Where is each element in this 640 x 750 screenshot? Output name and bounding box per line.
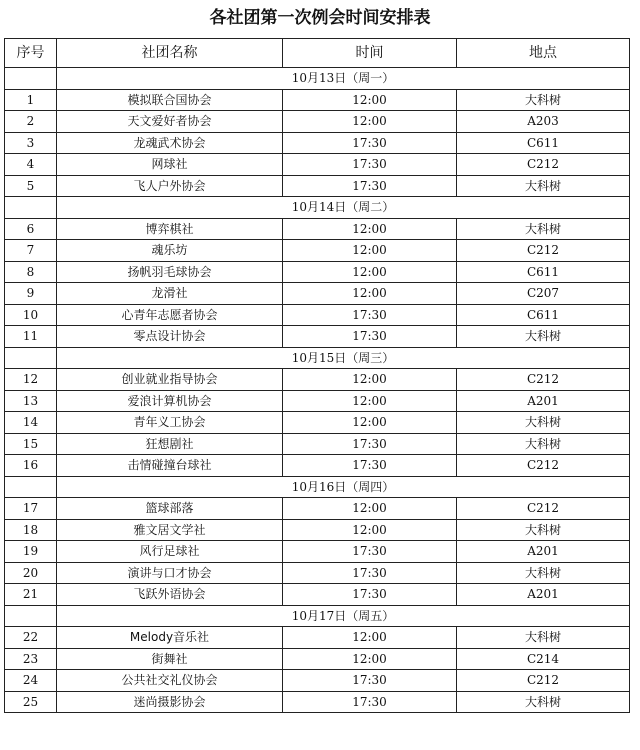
- meeting-time: 12:00: [283, 218, 457, 240]
- table-row: [5, 691, 630, 713]
- row-number: 13: [5, 390, 57, 412]
- club-name: 魂乐坊: [57, 240, 283, 262]
- meeting-time: 12:00: [283, 519, 457, 541]
- header-time: 时间: [283, 39, 457, 68]
- club-name: 篮球部落: [57, 498, 283, 520]
- row-number: 8: [5, 261, 57, 283]
- table-row: [5, 433, 630, 455]
- row-number: 25: [5, 691, 57, 713]
- table-row: [5, 261, 630, 283]
- meeting-time: 12:00: [283, 261, 457, 283]
- table-row: [5, 240, 630, 262]
- club-name: 创业就业指导协会: [57, 369, 283, 391]
- row-number: 5: [5, 175, 57, 197]
- meeting-place: C611: [457, 132, 630, 154]
- row-number: 11: [5, 326, 57, 348]
- club-name: 狂想剧社: [57, 433, 283, 455]
- meeting-time: 17:30: [283, 154, 457, 176]
- date-row: [5, 476, 630, 498]
- schedule-table: [4, 38, 630, 713]
- meeting-time: 12:00: [283, 283, 457, 305]
- club-name: 博弈棋社: [57, 218, 283, 240]
- row-number: 1: [5, 89, 57, 111]
- club-name: Melody音乐社: [57, 627, 283, 649]
- meeting-time: 12:00: [283, 648, 457, 670]
- meeting-place: 大科树: [457, 218, 630, 240]
- club-name: 飞人户外协会: [57, 175, 283, 197]
- meeting-time: 17:30: [283, 584, 457, 606]
- table-row: [5, 455, 630, 477]
- table-row: [5, 670, 630, 692]
- club-name: 爱浪计算机协会: [57, 390, 283, 412]
- table-row: [5, 154, 630, 176]
- club-name: 公共社交礼仪协会: [57, 670, 283, 692]
- row-number: 20: [5, 562, 57, 584]
- schedule-body: [5, 68, 630, 713]
- row-number: 18: [5, 519, 57, 541]
- meeting-time: 12:00: [283, 412, 457, 434]
- meeting-time: 12:00: [283, 89, 457, 111]
- row-number: 14: [5, 412, 57, 434]
- row-number: 23: [5, 648, 57, 670]
- table-row: [5, 627, 630, 649]
- club-name: 演讲与口才协会: [57, 562, 283, 584]
- date-row: [5, 605, 630, 627]
- club-name: 飞跃外语协会: [57, 584, 283, 606]
- meeting-place: C212: [457, 369, 630, 391]
- row-number: 17: [5, 498, 57, 520]
- row-number: 3: [5, 132, 57, 154]
- meeting-time: 17:30: [283, 304, 457, 326]
- row-number: 4: [5, 154, 57, 176]
- table-row: [5, 369, 630, 391]
- meeting-place: C207: [457, 283, 630, 305]
- club-name: 迷尚摄影协会: [57, 691, 283, 713]
- header-club-name: 社团名称: [57, 39, 283, 68]
- table-row: [5, 132, 630, 154]
- table-row: [5, 498, 630, 520]
- meeting-time: 17:30: [283, 455, 457, 477]
- meeting-time: 17:30: [283, 541, 457, 563]
- header-place: 地点: [457, 39, 630, 68]
- date-row: [5, 68, 630, 90]
- table-row: [5, 519, 630, 541]
- meeting-time: 17:30: [283, 691, 457, 713]
- meeting-place: 大科树: [457, 691, 630, 713]
- date-label: 10月13日（周一）: [57, 68, 630, 90]
- meeting-place: C212: [457, 498, 630, 520]
- club-name: 龙滑社: [57, 283, 283, 305]
- club-name: 心青年志愿者协会: [57, 304, 283, 326]
- table-row: [5, 175, 630, 197]
- date-row: [5, 347, 630, 369]
- table-row: [5, 283, 630, 305]
- meeting-place: 大科树: [457, 433, 630, 455]
- date-row-empty-cell: [5, 68, 57, 90]
- date-row-empty-cell: [5, 476, 57, 498]
- row-number: 16: [5, 455, 57, 477]
- row-number: 7: [5, 240, 57, 262]
- page-title: 各社团第一次例会时间安排表: [209, 8, 431, 28]
- meeting-time: 17:30: [283, 326, 457, 348]
- table-row: [5, 390, 630, 412]
- date-label: 10月16日（周四）: [57, 476, 630, 498]
- row-number: 24: [5, 670, 57, 692]
- meeting-time: 12:00: [283, 627, 457, 649]
- meeting-time: 12:00: [283, 498, 457, 520]
- club-name: 扬帆羽毛球协会: [57, 261, 283, 283]
- row-number: 12: [5, 369, 57, 391]
- club-name: 模拟联合国协会: [57, 89, 283, 111]
- table-row: [5, 89, 630, 111]
- club-name: 网球社: [57, 154, 283, 176]
- club-name: 龙魂武术协会: [57, 132, 283, 154]
- meeting-time: 12:00: [283, 369, 457, 391]
- row-number: 21: [5, 584, 57, 606]
- meeting-place: 大科树: [457, 89, 630, 111]
- club-name: 风行足球社: [57, 541, 283, 563]
- table-row: [5, 412, 630, 434]
- meeting-time: 17:30: [283, 562, 457, 584]
- row-number: 10: [5, 304, 57, 326]
- meeting-place: 大科树: [457, 412, 630, 434]
- club-name: 街舞社: [57, 648, 283, 670]
- meeting-time: 17:30: [283, 132, 457, 154]
- table-row: [5, 584, 630, 606]
- meeting-place: C212: [457, 670, 630, 692]
- table-row: [5, 304, 630, 326]
- meeting-place: A201: [457, 541, 630, 563]
- date-label: 10月14日（周二）: [57, 197, 630, 219]
- meeting-place: A201: [457, 584, 630, 606]
- date-row-empty-cell: [5, 347, 57, 369]
- row-number: 9: [5, 283, 57, 305]
- club-name: 青年义工协会: [57, 412, 283, 434]
- row-number: 15: [5, 433, 57, 455]
- row-number: 2: [5, 111, 57, 133]
- club-name: 零点设计协会: [57, 326, 283, 348]
- club-name: 击情碰撞台球社: [57, 455, 283, 477]
- date-label: 10月17日（周五）: [57, 605, 630, 627]
- meeting-place: C212: [457, 455, 630, 477]
- table-row: [5, 218, 630, 240]
- meeting-place: 大科树: [457, 519, 630, 541]
- header-number: 序号: [5, 39, 57, 68]
- meeting-time: 12:00: [283, 390, 457, 412]
- meeting-time: 12:00: [283, 111, 457, 133]
- date-label: 10月15日（周三）: [57, 347, 630, 369]
- meeting-time: 17:30: [283, 670, 457, 692]
- table-row: [5, 648, 630, 670]
- meeting-place: C214: [457, 648, 630, 670]
- club-name: 雅文居文学社: [57, 519, 283, 541]
- table-row: [5, 326, 630, 348]
- row-number: 19: [5, 541, 57, 563]
- row-number: 22: [5, 627, 57, 649]
- date-row-empty-cell: [5, 197, 57, 219]
- club-name: 天文爱好者协会: [57, 111, 283, 133]
- table-row: [5, 111, 630, 133]
- meeting-place: 大科树: [457, 562, 630, 584]
- meeting-place: C212: [457, 240, 630, 262]
- meeting-place: C611: [457, 261, 630, 283]
- meeting-place: 大科树: [457, 175, 630, 197]
- row-number: 6: [5, 218, 57, 240]
- meeting-time: 17:30: [283, 175, 457, 197]
- header-row: [5, 39, 630, 68]
- date-row-empty-cell: [5, 605, 57, 627]
- date-row: [5, 197, 630, 219]
- table-row: [5, 541, 630, 563]
- meeting-place: C212: [457, 154, 630, 176]
- meeting-place: A203: [457, 111, 630, 133]
- meeting-time: 12:00: [283, 240, 457, 262]
- meeting-place: 大科树: [457, 326, 630, 348]
- meeting-place: C611: [457, 304, 630, 326]
- meeting-place: A201: [457, 390, 630, 412]
- meeting-time: 17:30: [283, 433, 457, 455]
- table-row: [5, 562, 630, 584]
- meeting-place: 大科树: [457, 627, 630, 649]
